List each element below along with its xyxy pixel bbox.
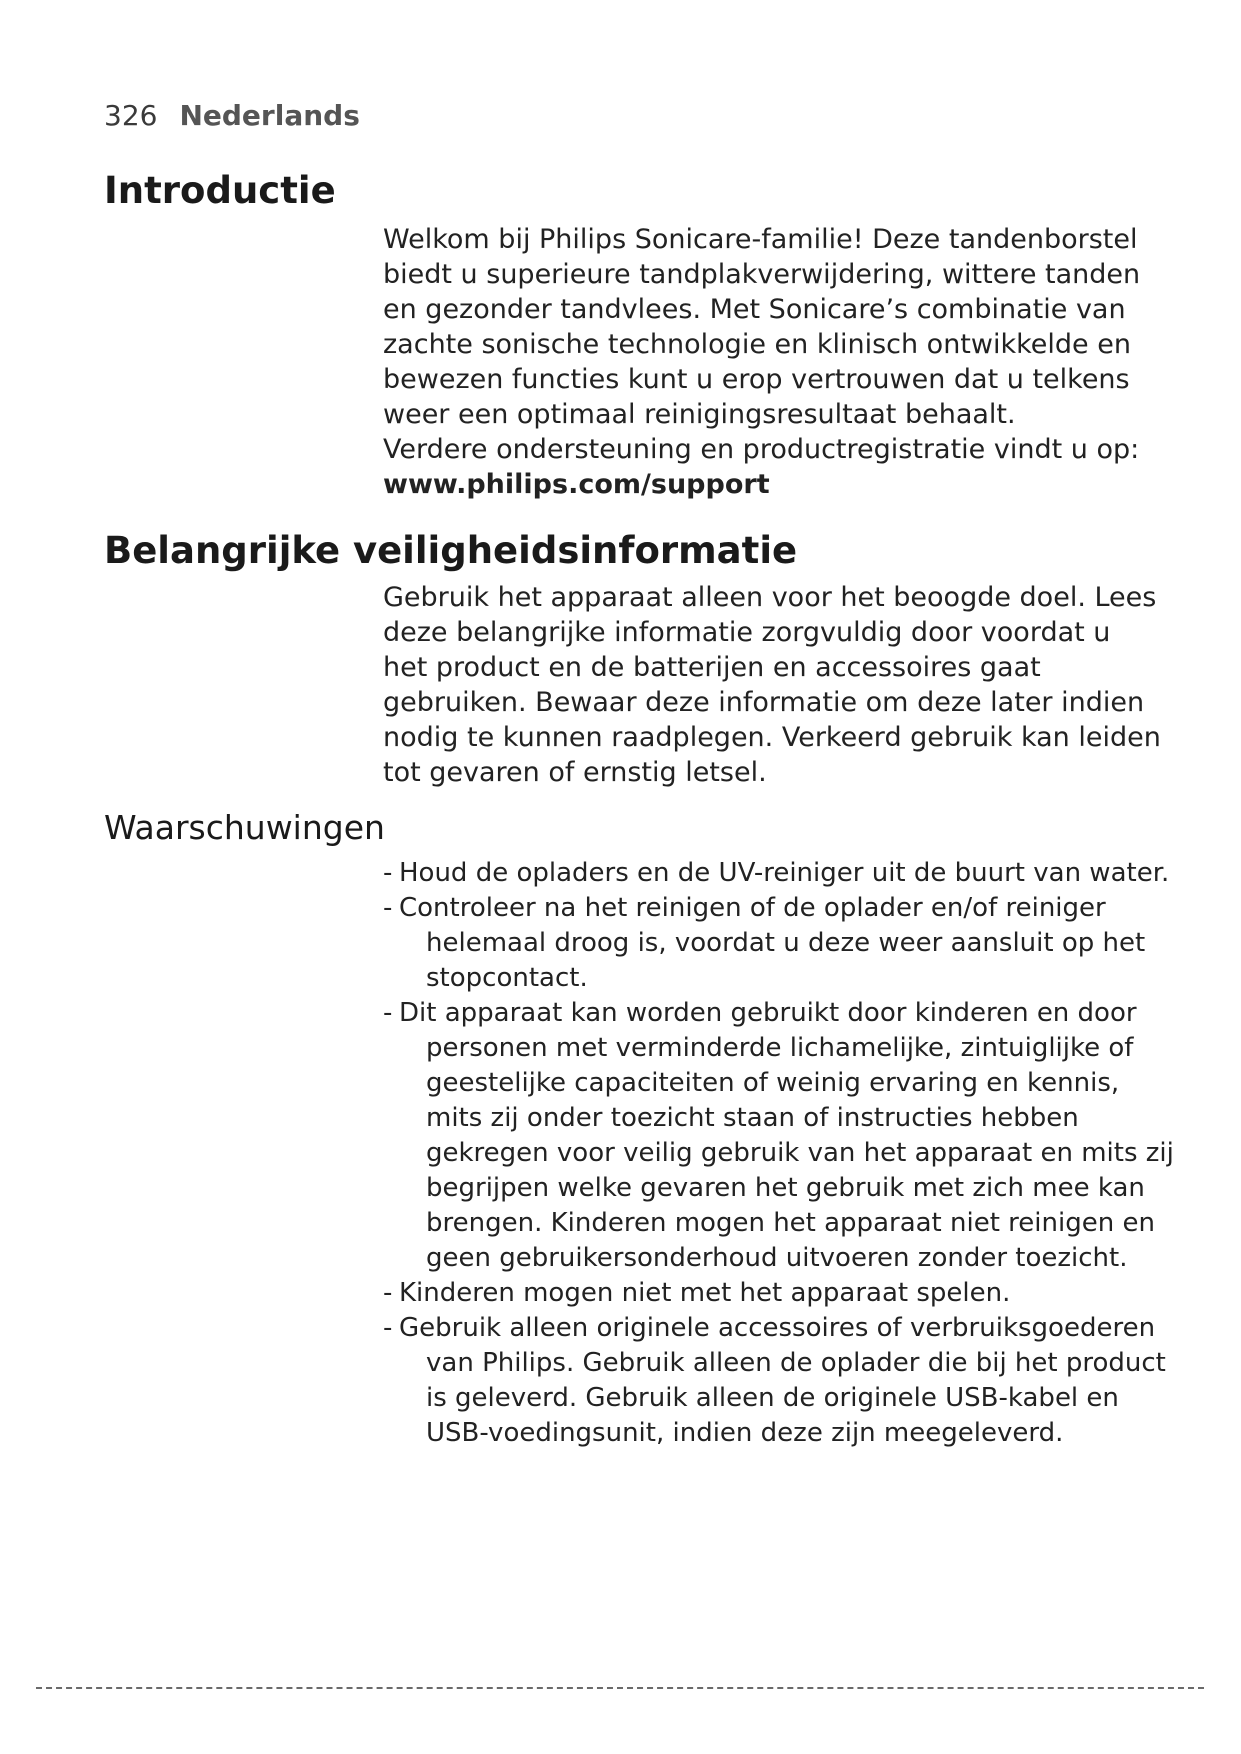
warning-text: Kinderen mogen niet met het apparaat spelen. [399,1278,1011,1308]
heading-veiligheidsinformatie: Belangrijke veiligheidsinformatie [104,529,798,572]
bullet-dash: - [383,1313,393,1343]
language-label: Nederlands [179,99,360,132]
heading-introductie: Introductie [104,169,336,212]
bullet-dash: - [383,893,393,923]
list-item [383,996,1183,1276]
bullet-dash: - [383,1278,393,1308]
bullet-dash: - [383,998,393,1028]
introductie-paragraph: Welkom bij Philips Sonicare-familie! Deze tandenborstel biedt u superieure tandplakverwijdering, wittere tanden en gezonder tandvlees. Met Sonicare’s combinatie van zachte sonische technologie en klinisch ontwikkelde en bewezen functies kunt u erop vertrouwen dat u telkens weer een optimaal reinigingsresultaat behaalt. [383,224,1141,430]
list-item [383,891,1183,996]
warning-text: Dit apparaat kan worden gebruikt door kinderen en door personen met verminderde lichamelijke, zintuiglijke of geestelijke capaciteiten of weinig ervaring en kennis, mits zij onder toezicht staan of instructies hebben gekregen voor veilig gebruik van het apparaat en mits zij begrijpen welke gevaren het gebruik met zich mee kan brengen. Kinderen mogen het apparaat niet reinigen en geen gebruikersonderhoud uitvoeren zonder toezicht. [399,998,1174,1273]
warning-text: Controleer na het reinigen of de oplader en/of reiniger helemaal droog is, voordat u deze weer aansluit op het stopcontact. [399,893,1146,993]
list-item [383,1276,1183,1311]
page-number: 326 [104,99,158,132]
safety-paragraph: Gebruik het apparaat alleen voor het beoogde doel. Lees deze belangrijke informatie zorgvuldig door voordat u het product en de batterijen en accessoires gaat gebruiken. Bewaar deze informatie om deze later indien nodig te kunnen raadplegen. Verkeerd gebruik kan leiden tot gevaren of ernstig letsel. [383,582,1161,788]
list-item [383,856,1183,891]
warning-text: Gebruik alleen originele accessoires of verbruiksgoederen van Philips. Gebruik alleen de oplader die bij het product is geleverd. Gebruik alleen de originele USB-kabel en USB-voedingsunit, indien deze zijn meegeleverd. [399,1313,1166,1448]
heading-waarschuwingen: Waarschuwingen [104,808,385,847]
bullet-dash: - [383,858,393,888]
safety-body [383,580,1163,790]
introductie-body [383,222,1163,502]
page-bottom-divider [36,1687,1204,1689]
warnings-list [383,856,1183,1451]
running-header [104,96,360,136]
list-item [383,1311,1183,1451]
support-text: Verdere ondersteuning en productregistratie vindt u op: [383,434,1140,465]
warning-text: Houd de opladers en de UV-reiniger uit de buurt van water. [399,858,1170,888]
support-url: www.philips.com/support [383,469,770,500]
